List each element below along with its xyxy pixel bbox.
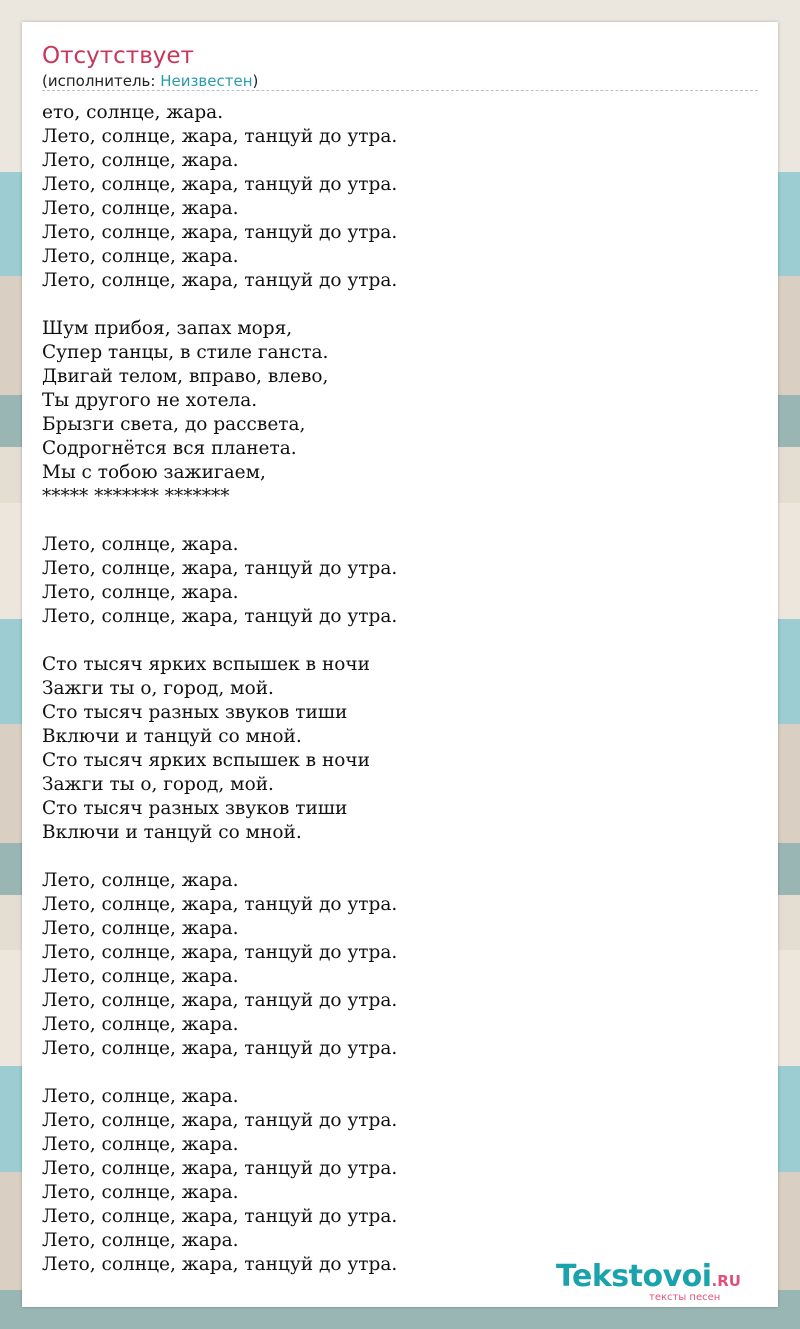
lyric-line: Лето, солнце, жара. [42,1134,239,1155]
site-logo[interactable] [556,1261,766,1307]
logo-name: Tekstovoi [556,1259,712,1294]
artist-line [42,71,258,91]
title-divider [42,90,758,91]
lyric-line: Лето, солнце, жара. [42,1230,239,1251]
song-title: Отсутствует [42,43,194,69]
lyric-line: Лето, солнце, жара, танцуй до утра. [42,222,398,243]
lyric-line: Ты другого не хотела. [42,390,258,411]
stanza-break [42,1061,742,1085]
lyric-line: Двигай телом, вправо, влево, [42,366,329,387]
stanza-break [42,629,742,653]
lyric-line: Лето, солнце, жара. [42,1086,239,1107]
lyric-line: Лето, солнце, жара. [42,246,239,267]
lyric-line: Лето, солнце, жара. [42,198,239,219]
lyric-line: Лето, солнце, жара, танцуй до утра. [42,1206,398,1227]
lyric-line: Зажги ты о, город, мой. [42,774,274,795]
lyric-line: Сто тысяч разных звуков тиши [42,798,348,819]
lyric-line: Лето, солнце, жара, танцуй до утра. [42,1110,398,1131]
lyrics-card [22,22,778,1307]
lyric-line: Включи и танцуй со мной. [42,726,302,747]
lyric-line: Брызги света, до рассвета, [42,414,306,435]
stanza-break [42,845,742,869]
lyric-line: Лето, солнце, жара, танцуй до утра. [42,894,398,915]
lyric-line: Лето, солнце, жара, танцуй до утра. [42,1038,398,1059]
stanza-break [42,509,742,533]
lyric-line: Лето, солнце, жара. [42,966,239,987]
lyric-line: Сто тысяч разных звуков тиши [42,702,348,723]
lyric-line: Лето, солнце, жара, танцуй до утра. [42,270,398,291]
lyric-line: Включи и танцуй со мной. [42,822,302,843]
lyric-line: Лето, солнце, жара, танцуй до утра. [42,1158,398,1179]
lyric-line: Лето, солнце, жара, танцуй до утра. [42,990,398,1011]
lyric-line: Шум прибоя, запах моря, [42,318,293,339]
lyric-line: Лето, солнце, жара, танцуй до утра. [42,942,398,963]
lyric-line: Лето, солнце, жара. [42,150,239,171]
artist-suffix: ) [252,72,259,90]
logo-tld: .RU [711,1272,741,1290]
lyric-line: Содрогнётся вся планета. [42,438,297,459]
logo-tagline: тексты песен [649,1292,721,1303]
lyric-line: Супер танцы, в стиле ганста. [42,342,329,363]
lyric-line: Сто тысяч ярких вспышек в ночи [42,750,370,771]
lyric-line: Лето, солнце, жара, танцуй до утра. [42,606,398,627]
lyric-line: Лето, солнце, жара. [42,1014,239,1035]
lyric-line: Мы с тобою зажигаем, [42,462,266,483]
lyrics-text [42,101,742,1277]
lyric-line: Лето, солнце, жара. [42,582,239,603]
lyric-line: Лето, солнце, жара. [42,870,239,891]
lyric-line: ***** ******* ******* [42,486,230,507]
lyric-line: Лето, солнце, жара, танцуй до утра. [42,558,398,579]
lyric-line: Лето, солнце, жара. [42,534,239,555]
artist-link[interactable]: Неизвестен [160,72,253,90]
lyric-line: Зажги ты о, город, мой. [42,678,274,699]
lyric-line: Лето, солнце, жара, танцуй до утра. [42,1254,398,1275]
lyric-line: Сто тысяч ярких вспышек в ночи [42,654,370,675]
lyric-line: Лето, солнце, жара, танцуй до утра. [42,126,398,147]
lyric-line: ето, солнце, жара. [42,102,224,123]
lyric-line: Лето, солнце, жара. [42,918,239,939]
artist-prefix: (исполнитель: [42,72,161,90]
lyric-line: Лето, солнце, жара. [42,1182,239,1203]
stanza-break [42,293,742,317]
lyric-line: Лето, солнце, жара, танцуй до утра. [42,174,398,195]
